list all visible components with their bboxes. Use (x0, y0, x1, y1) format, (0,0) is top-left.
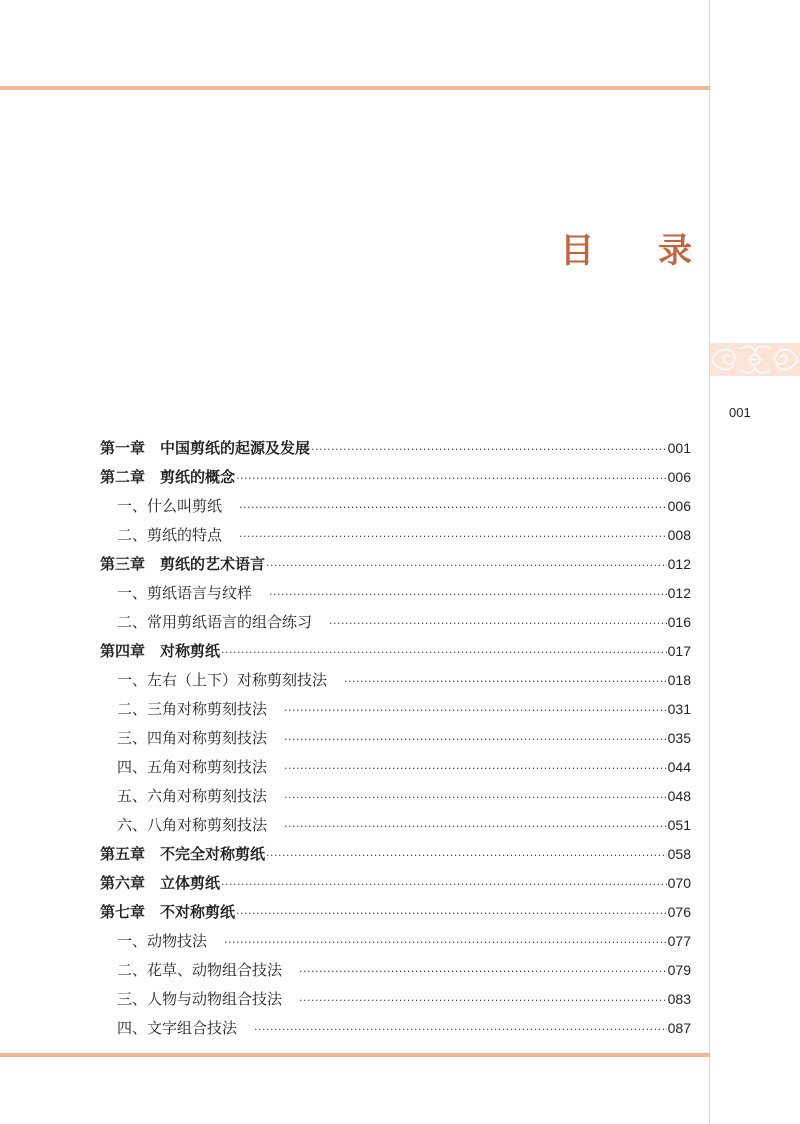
toc-entry-title: 三、人物与动物组合技法 (117, 990, 283, 1008)
top-rule (0, 86, 710, 90)
toc-entry-title: 第二章 剪纸的概念 (100, 468, 236, 486)
toc-entry[interactable] (100, 869, 691, 898)
dot-leader (284, 812, 667, 841)
toc-entry-title: 一、什么叫剪纸 (117, 497, 223, 515)
toc-entry-title: 第五章 不完全对称剪纸 (100, 845, 266, 863)
toc-entry-page: 087 (667, 1020, 691, 1036)
dot-leader (311, 435, 667, 464)
toc-entry-title: 四、文字组合技法 (117, 1019, 238, 1037)
toc-entry-title: 一、左右（上下）对称剪刻技法 (117, 671, 328, 689)
dot-leader (284, 696, 667, 725)
dot-leader (284, 783, 667, 812)
dot-leader (329, 609, 667, 638)
toc-entry-page: 048 (667, 788, 691, 804)
dot-leader (266, 551, 667, 580)
toc-entry-title: 二、花草、动物组合技法 (117, 961, 283, 979)
dot-leader (236, 899, 667, 928)
toc-entry-title: 六、八角对称剪刻技法 (117, 816, 268, 834)
dot-leader (284, 725, 667, 754)
toc-entry[interactable] (100, 434, 691, 463)
page-title: 目 录 (560, 230, 718, 271)
toc-entry-title: 第六章 立体剪纸 (100, 874, 221, 892)
toc-entry-page: 070 (667, 875, 691, 891)
toc-entry-page: 058 (667, 846, 691, 862)
toc-entry-title: 第一章 中国剪纸的起源及发展 (100, 439, 311, 457)
toc-entry[interactable] (100, 753, 691, 782)
dot-leader (266, 841, 667, 870)
toc-entry[interactable] (100, 985, 691, 1014)
dot-leader (299, 986, 667, 1015)
toc-entry-page: 077 (667, 933, 691, 949)
toc-entry[interactable] (100, 898, 691, 927)
toc-entry-page: 076 (667, 904, 691, 920)
toc-entry-page: 044 (667, 759, 691, 775)
toc-entry[interactable] (100, 579, 691, 608)
toc-entry-page: 031 (667, 701, 691, 717)
toc-entry[interactable] (100, 811, 691, 840)
decorative-ornament-icon (710, 343, 800, 376)
toc-entry[interactable] (100, 521, 691, 550)
toc-entry-page: 012 (667, 585, 691, 601)
toc-entry[interactable] (100, 492, 691, 521)
side-page-number: 001 (729, 405, 751, 420)
toc-entry-title: 三、四角对称剪刻技法 (117, 729, 268, 747)
toc-entry-title: 二、常用剪纸语言的组合练习 (117, 613, 313, 631)
toc-entry-title: 第七章 不对称剪纸 (100, 903, 236, 921)
toc-entry-page: 083 (667, 991, 691, 1007)
table-of-contents (100, 434, 691, 1043)
toc-entry[interactable] (100, 1014, 691, 1043)
toc-entry[interactable] (100, 608, 691, 637)
dot-leader (344, 667, 667, 696)
toc-entry-title: 二、剪纸的特点 (117, 526, 223, 544)
toc-entry-title: 五、六角对称剪刻技法 (117, 787, 268, 805)
dot-leader (221, 870, 667, 899)
dot-leader (269, 580, 667, 609)
toc-entry[interactable] (100, 782, 691, 811)
toc-entry-page: 079 (667, 962, 691, 978)
toc-entry-page: 017 (667, 643, 691, 659)
toc-entry-page: 018 (667, 672, 691, 688)
toc-entry[interactable] (100, 695, 691, 724)
toc-entry-title: 第三章 剪纸的艺术语言 (100, 555, 266, 573)
toc-entry-page: 035 (667, 730, 691, 746)
toc-entry-title: 一、剪纸语言与纹样 (117, 584, 253, 602)
toc-entry[interactable] (100, 724, 691, 753)
toc-entry-page: 051 (667, 817, 691, 833)
bottom-rule (0, 1053, 710, 1057)
toc-entry-page: 016 (667, 614, 691, 630)
toc-entry-page: 012 (667, 556, 691, 572)
dot-leader (221, 638, 667, 667)
toc-entry-page: 006 (667, 498, 691, 514)
dot-leader (224, 928, 667, 957)
dot-leader (239, 522, 667, 551)
dot-leader (284, 754, 667, 783)
toc-entry[interactable] (100, 637, 691, 666)
toc-entry-page: 001 (667, 440, 691, 456)
toc-entry-page: 006 (667, 469, 691, 485)
toc-entry[interactable] (100, 927, 691, 956)
toc-entry[interactable] (100, 550, 691, 579)
dot-leader (236, 464, 667, 493)
dot-leader (299, 957, 667, 986)
toc-entry-title: 二、三角对称剪刻技法 (117, 700, 268, 718)
dot-leader (239, 493, 667, 522)
page-edge-line (709, 0, 710, 1124)
toc-entry-title: 第四章 对称剪纸 (100, 642, 221, 660)
toc-entry[interactable] (100, 956, 691, 985)
toc-entry[interactable] (100, 463, 691, 492)
toc-entry[interactable] (100, 840, 691, 869)
dot-leader (254, 1015, 667, 1044)
toc-entry-page: 008 (667, 527, 691, 543)
toc-entry-title: 一、动物技法 (117, 932, 208, 950)
toc-entry-title: 四、五角对称剪刻技法 (117, 758, 268, 776)
toc-entry[interactable] (100, 666, 691, 695)
